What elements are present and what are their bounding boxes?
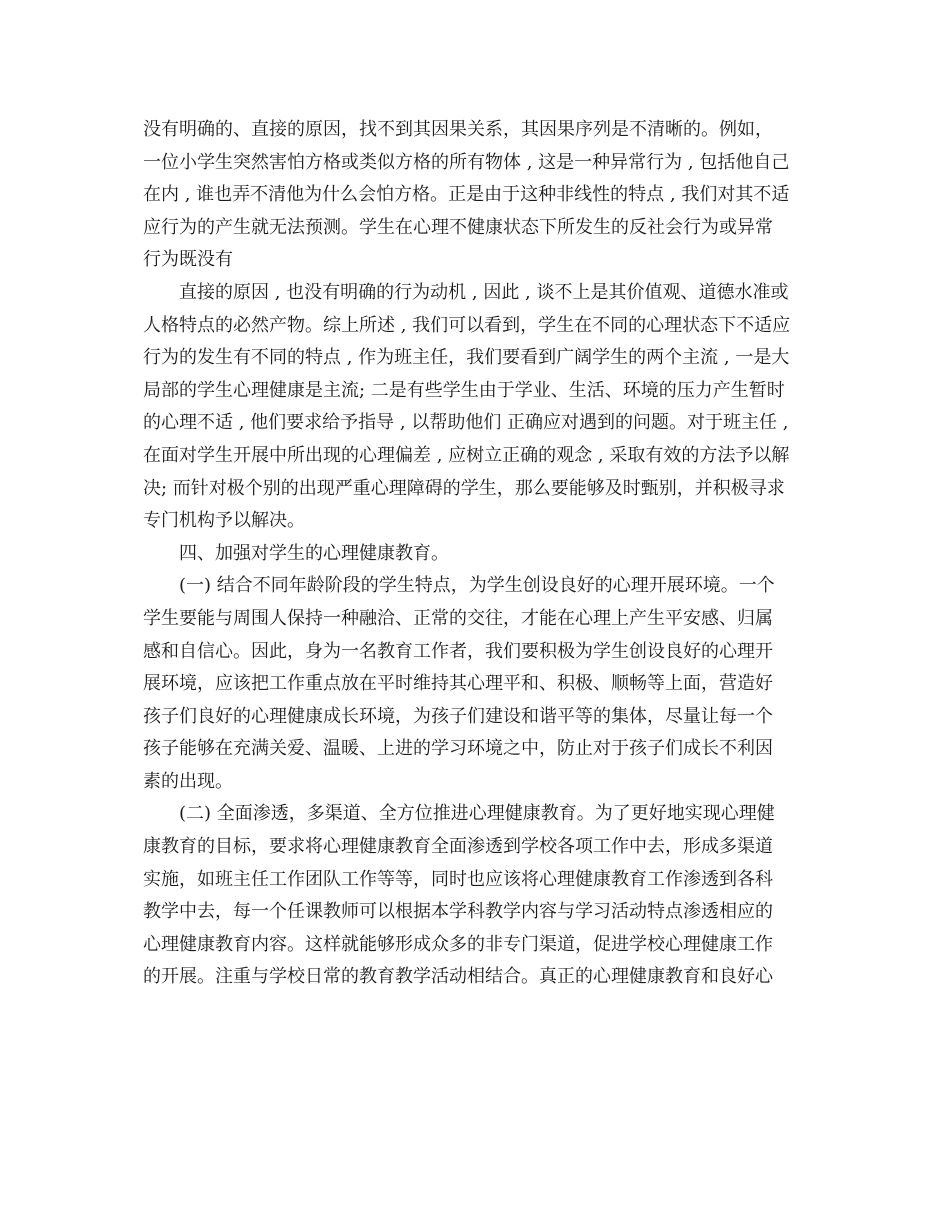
paragraph-start-line: 直接的原因 , 也没有明确的行为动机 , 因此 , 谈不上是其价值观、道德水准或 <box>179 281 789 303</box>
text-line: 实施，如班主任工作团队工作等等，同时也应该将心理健康教育工作渗透到各科 <box>143 868 773 890</box>
text-line: 在内 , 谁也弄不清他为什么会怕方格。正是由于这种非线性的特点 , 我们对其不适 <box>143 184 790 206</box>
paragraph-start-line: (一) 结合不同年龄阶段的学生特点，为学生创设良好的心理开展环境。一个 <box>179 575 775 597</box>
text-line: 决; 而针对极个别的出现严重心理障碍的学生，那么要能够及时甄别，并积极寻求 <box>143 477 785 499</box>
text-line: 专门机构予以解决。 <box>143 510 305 532</box>
text-line: 心理健康教育内容。这样就能够形成众多的非专门渠道，促进学校心理健康工作 <box>143 933 773 955</box>
text-line: 感和自信心。因此，身为一名教育工作者，我们要积极为学生创设良好的心理开 <box>143 640 773 662</box>
text-line: 孩子们良好的心理健康成长环境，为孩子们建设和谐平等的集体，尽量让每一个 <box>143 705 773 727</box>
text-line: 没有明确的、直接的原因，找不到其因果关系，其因果序列是不清晰的。例如， <box>143 119 773 140</box>
text-line: 的心理不适 , 他们要求给予指导 , 以帮助他们 正确应对遇到的问题。对于班主任 , <box>143 412 789 434</box>
document-body <box>143 114 808 994</box>
text-line: 教学中去，每一个任课教师可以根据本学科教学内容与学习活动特点渗透相应的 <box>143 901 773 923</box>
text-line: 行为的发生有不同的特点 , 作为班主任，我们要看到广阔学生的两个主流 , 一是大 <box>143 347 790 369</box>
text-line: 的开展。注重与学校日常的教育教学活动相结合。真正的心理健康教育和良好心 <box>143 966 773 988</box>
text-line: 行为既没有 <box>143 249 233 271</box>
text-line: 在面对学生开展中所出现的心理偏差 , 应树立正确的观念 , 采取有效的方法予以解 <box>143 444 790 466</box>
text-line: 人格特点的必然产物。综上所述 , 我们可以看到，学生在不同的心理状态下不适应 <box>143 314 791 336</box>
section-heading: 四、加强对学生的心理健康教育。 <box>179 542 449 564</box>
text-line: 一位小学生突然害怕方格或类似方格的所有物体 , 这是一种异常行为 , 包括他自己 <box>143 151 790 173</box>
text-line: 孩子能够在充满关爱、温暖、上进的学习环境之中，防止对于孩子们成长不利因 <box>143 738 773 760</box>
text-line: 素的出现。 <box>143 770 233 792</box>
text-line: 局部的学生心理健康是主流; 二是有些学生由于学业、生活、环境的压力产生暂时 <box>143 379 785 401</box>
text-line: 康教育的目标，要求将心理健康教育全面渗透到学校各项工作中去，形成多渠道 <box>143 836 773 858</box>
paragraph-start-line: (二) 全面渗透，多渠道、全方位推进心理健康教育。为了更好地实现心理健 <box>179 803 775 825</box>
text-line: 展环境，应该把工作重点放在平时维持其心理平和、积极、顺畅等上面，营造好 <box>143 673 773 695</box>
text-line: 应行为的产生就无法预测。学生在心理不健康状态下所发生的反社会行为或异常 <box>143 216 773 238</box>
text-line: 学生要能与周围人保持一种融洽、正常的交往，才能在心理上产生平安感、归属 <box>143 607 773 629</box>
